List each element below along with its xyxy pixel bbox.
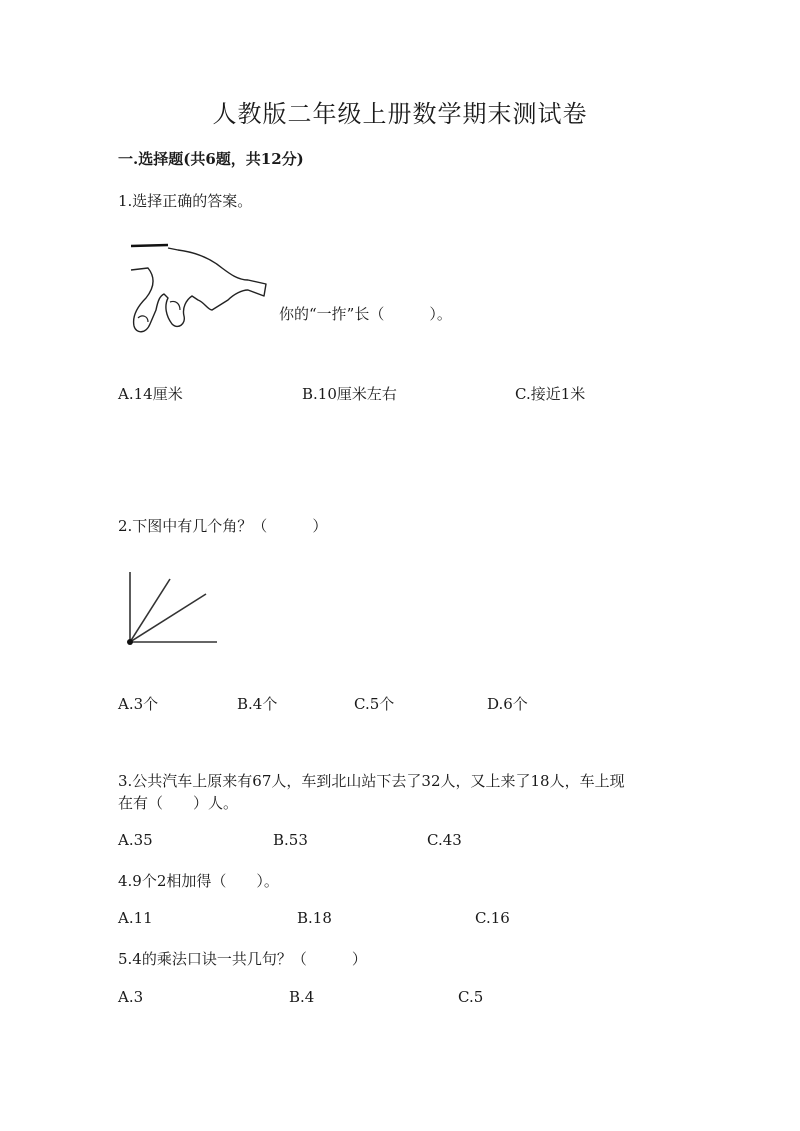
question-3-option-a: A.35 — [118, 831, 153, 849]
question-2-option-b: B.4个 — [237, 695, 278, 713]
question-1-stem: 1.选择正确的答案。 — [118, 192, 253, 210]
question-4-option-b: B.18 — [297, 909, 332, 927]
question-3-option-b: B.53 — [273, 831, 308, 849]
question-4-stem: 4.9个2相加得（ ）。 — [118, 872, 279, 890]
question-5-option-b: B.4 — [289, 988, 315, 1006]
question-4-option-c: C.16 — [475, 909, 510, 927]
question-3-option-c: C.43 — [427, 831, 462, 849]
question-4-option-a: A.11 — [118, 909, 153, 927]
question-1-option-a: A.14厘米 — [118, 385, 183, 403]
question-5-stem: 5.4的乘法口诀一共几句？（ ） — [118, 950, 367, 968]
question-3-stem-line-2: 在有（ ）人。 — [118, 794, 239, 812]
question-1-option-c: C.接近1米 — [515, 385, 586, 403]
question-5-option-c: C.5 — [458, 988, 484, 1006]
question-3-stem-line-1: 3.公共汽车上原来有67人，车到北山站下去了32人，又上来了18人，车上现 — [118, 772, 625, 790]
question-5-option-a: A.3 — [118, 988, 144, 1006]
angle-rays-figure — [120, 568, 224, 650]
section-heading: 一.选择题(共6题，共12分) — [118, 150, 304, 168]
hand-span-illustration — [128, 240, 270, 336]
question-2-stem: 2.下图中有几个角？（ ） — [118, 517, 328, 535]
question-2-option-d: D.6个 — [487, 695, 528, 713]
page-title: 人教版二年级上册数学期末测试卷 — [212, 100, 588, 128]
question-1-option-b: B.10厘米左右 — [302, 385, 397, 403]
question-1-figure-text: 你的“一拃”长（ ）。 — [279, 305, 452, 323]
question-2-option-a: A.3个 — [118, 695, 159, 713]
question-2-option-c: C.5个 — [354, 695, 395, 713]
